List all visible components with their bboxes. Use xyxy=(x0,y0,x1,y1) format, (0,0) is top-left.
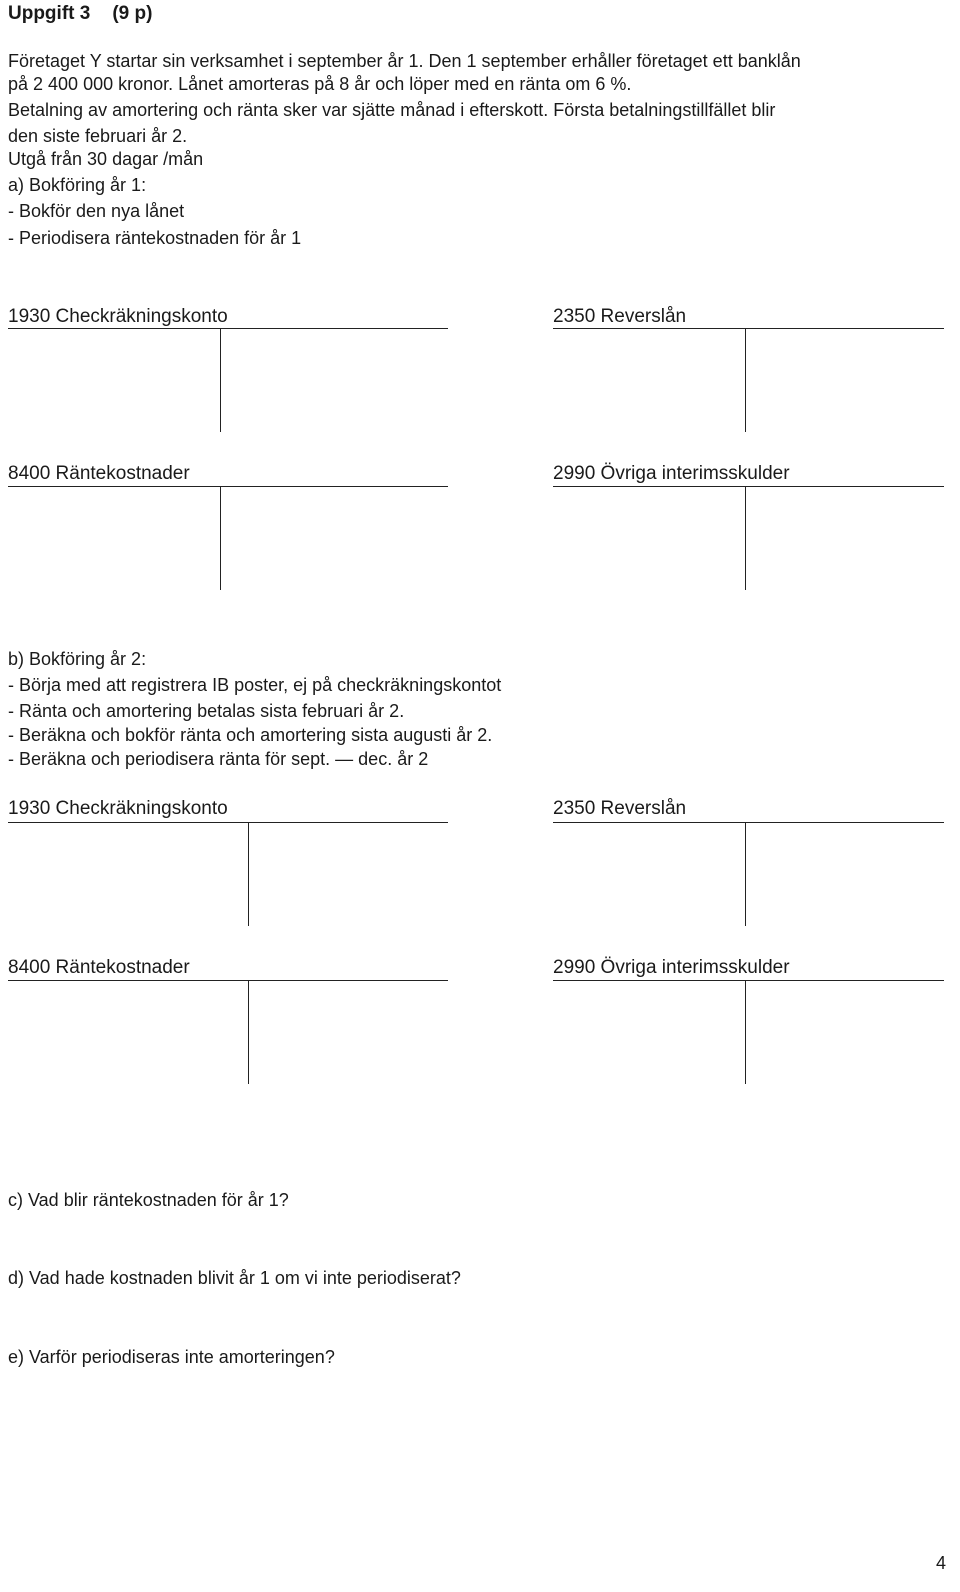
t-account-top-line xyxy=(553,486,944,487)
intro-line-4: den siste februari år 2. xyxy=(8,126,188,146)
page-number: 4 xyxy=(935,1553,946,1573)
part-a-instruction-1: - Bokför den nya lånet xyxy=(8,201,185,221)
t-account-top-line xyxy=(553,822,944,823)
t-account-top-line xyxy=(8,822,448,823)
t-account-label: 2350 Reverslån xyxy=(553,306,687,327)
t-account-divider xyxy=(220,486,221,590)
t-account-label: 8400 Räntekostnader xyxy=(8,957,190,978)
t-account-divider xyxy=(745,486,746,590)
part-a-instruction-2: - Periodisera räntekostnaden för år 1 xyxy=(8,228,302,248)
intro-line-3: Betalning av amortering och ränta sker var sjätte månad i efterskott. Första betalningstillfället blir xyxy=(8,100,776,120)
t-account-label: 2350 Reverslån xyxy=(553,798,687,819)
task-heading xyxy=(8,3,152,25)
t-account-label: 2990 Övriga interimsskulder xyxy=(553,957,790,978)
t-account-divider xyxy=(248,980,249,1084)
task-points: (9 p) xyxy=(112,3,153,24)
t-account-top-line xyxy=(553,328,944,329)
part-b-instruction-2: - Ränta och amortering betalas sista februari år 2. xyxy=(8,701,405,721)
t-account-divider xyxy=(745,328,746,432)
part-b-instruction-3: - Beräkna och bokför ränta och amortering sista augusti år 2. xyxy=(8,725,493,745)
task-title: Uppgift 3 xyxy=(8,3,91,24)
t-account-divider xyxy=(745,980,746,1084)
t-account-top-line xyxy=(553,980,944,981)
question-e: e) Varför periodiseras inte amorteringen? xyxy=(8,1347,335,1367)
t-account-label: 1930 Checkräkningskonto xyxy=(8,798,228,819)
t-account-top-line xyxy=(8,328,448,329)
t-account-divider xyxy=(745,822,746,926)
t-account-label: 1930 Checkräkningskonto xyxy=(8,306,228,327)
t-account-top-line xyxy=(8,980,448,981)
question-d: d) Vad hade kostnaden blivit år 1 om vi inte periodiserat? xyxy=(8,1268,461,1288)
question-c: c) Vad blir räntekostnaden för år 1? xyxy=(8,1190,289,1210)
intro-line-5: Utgå från 30 dagar /mån xyxy=(8,149,204,169)
t-account-label: 8400 Räntekostnader xyxy=(8,463,190,484)
t-account-label: 2990 Övriga interimsskulder xyxy=(553,463,790,484)
part-b-instruction-4: - Beräkna och periodisera ränta för sept. — dec. år 2 xyxy=(8,749,429,769)
t-account-top-line xyxy=(8,486,448,487)
t-account-divider xyxy=(220,328,221,432)
part-b-instruction-1: - Börja med att registrera IB poster, ej på checkräkningskontot xyxy=(8,675,502,695)
part-b-heading: b) Bokföring år 2: xyxy=(8,649,147,669)
intro-line-2: på 2 400 000 kronor. Lånet amorteras på 8 år och löper med en ränta om 6 %. xyxy=(8,74,632,94)
intro-line-1: Företaget Y startar sin verksamhet i september år 1. Den 1 september erhåller företaget ett banklån xyxy=(8,51,801,71)
part-a-heading: a) Bokföring år 1: xyxy=(8,175,147,195)
t-account-divider xyxy=(248,822,249,926)
